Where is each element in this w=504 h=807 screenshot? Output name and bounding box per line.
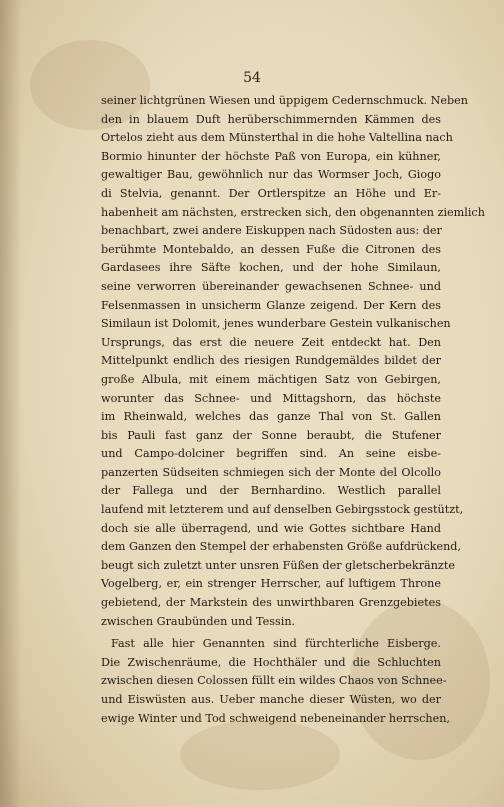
paragraph-2 [101, 635, 450, 728]
page-number: 54 [243, 70, 261, 86]
text-line: panzerten Südseiten schmiegen sich der Monte del Olcollo [101, 465, 441, 479]
text-line: gewaltiger Bau, gewöhnlich nur das Wormser Joch, Giogo [101, 168, 441, 182]
text-line: zwischen Graubünden und Tessin. [101, 614, 296, 628]
paper-stain [180, 720, 340, 790]
text-line: große Albula, mit einem mächtigen Satz von Gebirgen, [101, 372, 441, 386]
text-line: di Stelvia, genannt. Der Ortlerspitze an Höhe und Er- [101, 186, 441, 200]
text-line: Die Zwischenräume, die Hochthäler und die Schluchten [101, 655, 441, 669]
text-line: Felsenmassen in unsicherm Glanze zeigend. Der Kern des [101, 298, 441, 312]
text-line: gebietend, der Markstein des unwirthbaren Grenzgebietes [101, 596, 441, 610]
text-line: Vogelberg, er, ein strenger Herrscher, auf luftigem Throne [101, 577, 441, 591]
text-line: seiner lichtgrünen Wiesen und üppigem Cedernschmuck. Neben [101, 94, 468, 107]
text-line: laufend mit letzterem und auf denselben Gebirgsstock gestützt, [101, 503, 464, 517]
text-line: den in blauem Duft herüberschimmernden Kämmen des [101, 112, 441, 126]
text-line: benachbart, zwei andere Eiskuppen nach Südosten aus: der [101, 224, 442, 238]
text-line: beugt sich zuletzt unter unsren Füßen der gletscherbekränzte [101, 558, 455, 572]
text-line: Similaun ist Dolomit, jenes wunderbare Gestein vulkanischen [101, 317, 451, 331]
text-line: doch sie alle überragend, und wie Gottes sichtbare Hand [101, 521, 441, 535]
text-line: worunter das Schnee- und Mittagshorn, das höchste [101, 391, 441, 405]
text-line: Fast alle hier Genannten sind fürchterliche Eisberge. [111, 637, 441, 651]
text-line: ewige Winter und Tod schweigend nebeneinander herrschen, [101, 711, 450, 725]
text-line: Ortelos zieht aus dem Münsterthal in die hohe Valtellina nach [101, 131, 453, 145]
text-line: und Eiswüsten aus. Ueber manche dieser Wüsten, wo der [101, 693, 441, 706]
text-line: Mittelpunkt endlich des riesigen Rundgemäldes bildet der [101, 354, 441, 368]
text-line: Gardasees ihre Säfte kochen, und der hohe Similaun, [101, 261, 441, 275]
text-line: habenheit am nächsten, erstrecken sich, den obgenannten ziemlich [101, 205, 485, 219]
text-line: Bormio hinunter der höchste Paß von Europa, ein kühner, [101, 149, 441, 163]
text-line: seine verworren übereinander gewachsenen Schnee- und [101, 279, 441, 293]
text-line: berühmte Montebaldo, an dessen Fuße die Citronen des [101, 242, 441, 256]
text-line: dem Ganzen den Stempel der erhabensten Größe aufdrückend, [101, 540, 462, 554]
paragraph-1 [101, 92, 485, 631]
text-line: im Rheinwald, welches das ganze Thal von St. Gallen [101, 410, 441, 424]
text-line: bis Pauli fast ganz der Sonne beraubt, die Stufener [101, 428, 441, 442]
text-line: Ursprungs, das erst die neuere Zeit entdeckt hat. Den [101, 335, 441, 349]
text-line: zwischen diesen Colossen füllt ein wildes Chaos von Schnee- [101, 674, 447, 688]
text-line: der Fallega und der Bernhardino. Westlich parallel [101, 484, 441, 498]
text-line: und Campo-dolciner begriffen sind. An seine eisbe- [101, 447, 441, 461]
body-text [101, 92, 485, 728]
